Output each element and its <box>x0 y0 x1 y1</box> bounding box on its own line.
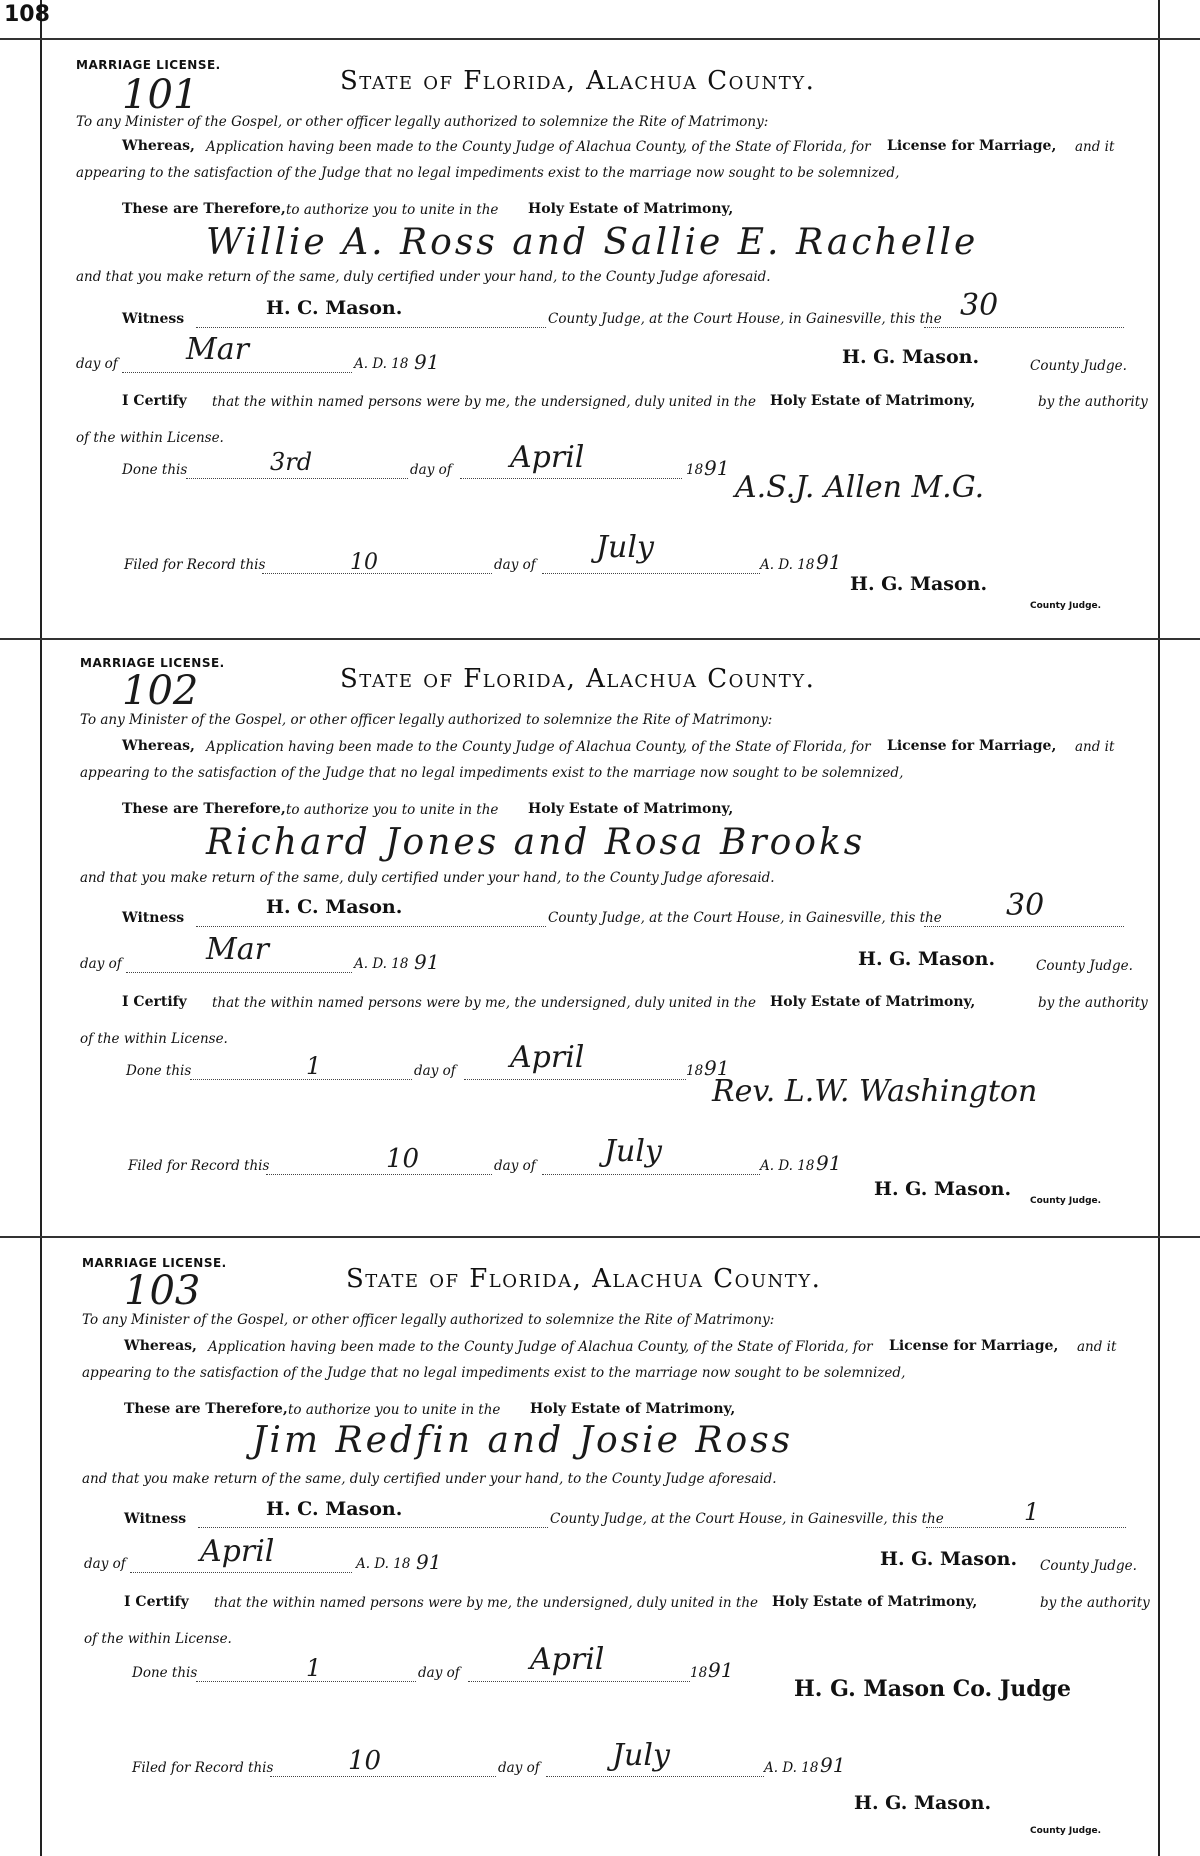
filed-month: July <box>596 530 654 565</box>
license-number: 103 <box>124 1268 201 1314</box>
parties-names: Richard Jones and Rosa Brooks <box>206 822 866 863</box>
whereas-text: Application having been made to the County Judge of Alachua County, of the State of Florida, for <box>206 739 871 755</box>
done-this-label: Done this <box>122 462 188 478</box>
county-judge-small: County Judge. <box>1030 1826 1102 1836</box>
issued-day: 1 <box>1024 1498 1040 1526</box>
address-line: To any Minister of the Gospel, or other officer legally authorized to solemnize the Rite of Matrimony: <box>82 1312 775 1328</box>
county-judge-small: County Judge. <box>1030 1196 1102 1206</box>
certify-lead: I Certify <box>122 393 187 409</box>
officiant-signature: Rev. L.W. Washington <box>712 1074 1038 1109</box>
license-record <box>0 598 1200 1218</box>
ad-label: A. D. 18 <box>354 356 409 372</box>
certify-lead: I Certify <box>124 1594 189 1610</box>
day-of-label: day of <box>76 356 118 372</box>
witness-label: Witness <box>122 910 185 926</box>
year-label: 18 <box>686 1063 704 1079</box>
judge-signature: H. G. Mason. <box>858 948 996 970</box>
issued-day: 30 <box>1006 888 1045 923</box>
ad-label: A. D. 18 <box>354 956 409 972</box>
filed-judge-signature: H. G. Mason. <box>850 573 988 595</box>
done-month: April <box>530 1642 605 1677</box>
by-the-authority: by the authority <box>1038 394 1148 410</box>
certify-text: that the within named persons were by me, the undersigned, duly united in the <box>212 995 757 1011</box>
form-title: State of Florida, Alachua County. <box>340 66 816 96</box>
of-within-license: of the within License. <box>80 1031 228 1047</box>
license-for-marriage: License for Marriage, <box>887 738 1057 754</box>
page-number: 108 <box>4 2 50 27</box>
these-lead: These are Therefore, <box>122 201 286 217</box>
done-this-label: Done this <box>126 1063 192 1079</box>
dotted-line <box>926 1527 1126 1528</box>
and-it: and it <box>1075 139 1115 155</box>
county-judge-at: County Judge, at the Court House, in Gainesville, this the <box>548 910 942 926</box>
license-number: 102 <box>122 668 199 714</box>
filed-year: 91 <box>816 550 842 574</box>
and-it: and it <box>1075 739 1115 755</box>
holy-estate: Holy Estate of Matrimony, <box>530 1401 736 1417</box>
filed-judge-signature: H. G. Mason. <box>854 1792 992 1814</box>
appearing-text: appearing to the satisfaction of the Judge that no legal impediments exist to the marriage now sought to be solemnized, <box>80 765 904 781</box>
of-within-license: of the within License. <box>76 430 224 446</box>
dotted-line <box>924 327 1124 328</box>
by-the-authority: by the authority <box>1040 1595 1150 1611</box>
filed-day: 10 <box>350 550 378 575</box>
dotted-line <box>266 1174 492 1175</box>
issued-month: Mar <box>186 332 249 367</box>
done-month: April <box>510 1040 585 1075</box>
done-day: 1 <box>306 1654 322 1682</box>
done-year: 91 <box>704 1056 730 1080</box>
ad-filed-label: A. D. 18 <box>764 1760 819 1776</box>
witness-name: H. C. Mason. <box>266 297 403 319</box>
appearing-text: appearing to the satisfaction of the Judge that no legal impediments exist to the marriage now sought to be solemnized, <box>82 1365 906 1381</box>
address-line: To any Minister of the Gospel, or other officer legally authorized to solemnize the Rite of Matrimony: <box>80 712 773 728</box>
dotted-line <box>122 372 352 373</box>
dotted-line <box>186 478 408 479</box>
and-it: and it <box>1077 1339 1117 1355</box>
header-label: MARRIAGE LICENSE. <box>80 656 225 670</box>
filed-year: 91 <box>820 1753 846 1777</box>
filed-month: July <box>612 1738 670 1773</box>
dotted-line <box>542 1174 760 1175</box>
holy-estate: Holy Estate of Matrimony, <box>770 994 976 1010</box>
appearing-text: appearing to the satisfaction of the Judge that no legal impediments exist to the marriage now sought to be solemnized, <box>76 165 900 181</box>
county-judge-label: County Judge. <box>1040 1558 1137 1574</box>
ad-filed-label: A. D. 18 <box>760 557 815 573</box>
return-text: and that you make return of the same, duly certified under your hand, to the County Judge aforesaid. <box>76 269 771 285</box>
form-title: State of Florida, Alachua County. <box>346 1264 822 1294</box>
license-number: 101 <box>122 72 199 118</box>
witness-name: H. C. Mason. <box>266 896 403 918</box>
done-day: 3rd <box>270 448 313 476</box>
day-of-lower: day of <box>414 1063 456 1079</box>
license-record <box>0 1198 1200 1856</box>
whereas-text: Application having been made to the County Judge of Alachua County, of the State of Florida, for <box>206 139 871 155</box>
filed-day: 10 <box>348 1746 382 1776</box>
filed-month: July <box>604 1134 662 1169</box>
dotted-line <box>924 926 1124 927</box>
dotted-line <box>468 1681 690 1682</box>
day-of-lower: day of <box>418 1665 460 1681</box>
dotted-line <box>196 926 546 927</box>
address-line: To any Minister of the Gospel, or other officer legally authorized to solemnize the Rite of Matrimony: <box>76 114 769 130</box>
dotted-line <box>130 1572 352 1573</box>
day-of-label: day of <box>80 956 122 972</box>
these-text: to authorize you to unite in the <box>288 1402 501 1418</box>
issued-day: 30 <box>960 288 999 323</box>
header-label: MARRIAGE LICENSE. <box>76 58 221 72</box>
done-this-label: Done this <box>132 1665 198 1681</box>
holy-estate: Holy Estate of Matrimony, <box>528 801 734 817</box>
certify-text: that the within named persons were by me, the undersigned, duly united in the <box>212 394 757 410</box>
done-day: 1 <box>306 1052 322 1080</box>
form-title: State of Florida, Alachua County. <box>340 664 816 694</box>
parties-names: Willie A. Ross and Sallie E. Rachelle <box>206 222 979 263</box>
these-text: to authorize you to unite in the <box>286 202 499 218</box>
day-of-lower: day of <box>410 462 452 478</box>
witness-label: Witness <box>122 311 185 327</box>
day-of-lower: day of <box>494 557 536 573</box>
issued-year: 91 <box>414 950 440 974</box>
issued-month: April <box>200 1534 275 1569</box>
issued-year: 91 <box>416 1550 442 1574</box>
issued-month: Mar <box>206 932 269 967</box>
license-for-marriage: License for Marriage, <box>889 1338 1059 1354</box>
witness-label: Witness <box>124 1511 187 1527</box>
dotted-line <box>190 1079 412 1080</box>
day-of-label: day of <box>84 1556 126 1572</box>
certify-text: that the within named persons were by me, the undersigned, duly united in the <box>214 1595 759 1611</box>
of-within-license: of the within License. <box>84 1631 232 1647</box>
dotted-line <box>126 972 352 973</box>
county-judge-label: County Judge. <box>1036 958 1133 974</box>
filed-judge-signature: H. G. Mason. <box>874 1178 1012 1200</box>
judge-signature: H. G. Mason. <box>842 346 980 368</box>
these-text: to authorize you to unite in the <box>286 802 499 818</box>
dotted-line <box>460 478 682 479</box>
done-year: 91 <box>704 456 730 480</box>
judge-signature: H. G. Mason. <box>880 1548 1018 1570</box>
filed-label: Filed for Record this <box>132 1760 274 1776</box>
county-judge-at: County Judge, at the Court House, in Gainesville, this the <box>548 311 942 327</box>
ad-label: A. D. 18 <box>356 1556 411 1572</box>
filed-year: 91 <box>816 1151 842 1175</box>
dotted-line <box>542 573 760 574</box>
whereas-text: Application having been made to the County Judge of Alachua County, of the State of Florida, for <box>208 1339 873 1355</box>
ad-filed-label: A. D. 18 <box>760 1158 815 1174</box>
whereas-lead: Whereas, <box>122 738 195 754</box>
holy-estate: Holy Estate of Matrimony, <box>772 1594 978 1610</box>
dotted-line <box>464 1079 686 1080</box>
issued-year: 91 <box>414 350 440 374</box>
by-the-authority: by the authority <box>1038 995 1148 1011</box>
return-text: and that you make return of the same, duly certified under your hand, to the County Judge aforesaid. <box>80 870 775 886</box>
dotted-line <box>270 1776 496 1777</box>
officiant-signature: A.S.J. Allen M.G. <box>735 470 985 505</box>
dotted-line <box>196 327 546 328</box>
holy-estate: Holy Estate of Matrimony, <box>770 393 976 409</box>
whereas-lead: Whereas, <box>122 138 195 154</box>
certify-lead: I Certify <box>122 994 187 1010</box>
parties-names: Jim Redfin and Josie Ross <box>252 1420 794 1461</box>
county-judge-label: County Judge. <box>1030 358 1127 374</box>
year-label: 18 <box>690 1665 708 1681</box>
license-for-marriage: License for Marriage, <box>887 138 1057 154</box>
witness-name: H. C. Mason. <box>266 1498 403 1520</box>
return-text: and that you make return of the same, duly certified under your hand, to the County Judge aforesaid. <box>82 1471 777 1487</box>
these-lead: These are Therefore, <box>122 801 286 817</box>
day-of-lower: day of <box>498 1760 540 1776</box>
whereas-lead: Whereas, <box>124 1338 197 1354</box>
filed-day: 10 <box>386 1144 420 1174</box>
county-judge-small: County Judge. <box>1030 601 1102 611</box>
done-month: April <box>510 440 585 475</box>
dotted-line <box>546 1776 764 1777</box>
dotted-line <box>198 1527 548 1528</box>
license-record <box>0 0 1200 620</box>
day-of-lower: day of <box>494 1158 536 1174</box>
officiant-signature: H. G. Mason Co. Judge <box>794 1676 1072 1702</box>
holy-estate: Holy Estate of Matrimony, <box>528 201 734 217</box>
these-lead: These are Therefore, <box>124 1401 288 1417</box>
county-judge-at: County Judge, at the Court House, in Gainesville, this the <box>550 1511 944 1527</box>
header-label: MARRIAGE LICENSE. <box>82 1256 227 1270</box>
done-year: 91 <box>708 1658 734 1682</box>
filed-label: Filed for Record this <box>128 1158 270 1174</box>
filed-label: Filed for Record this <box>124 557 266 573</box>
year-label: 18 <box>686 462 704 478</box>
